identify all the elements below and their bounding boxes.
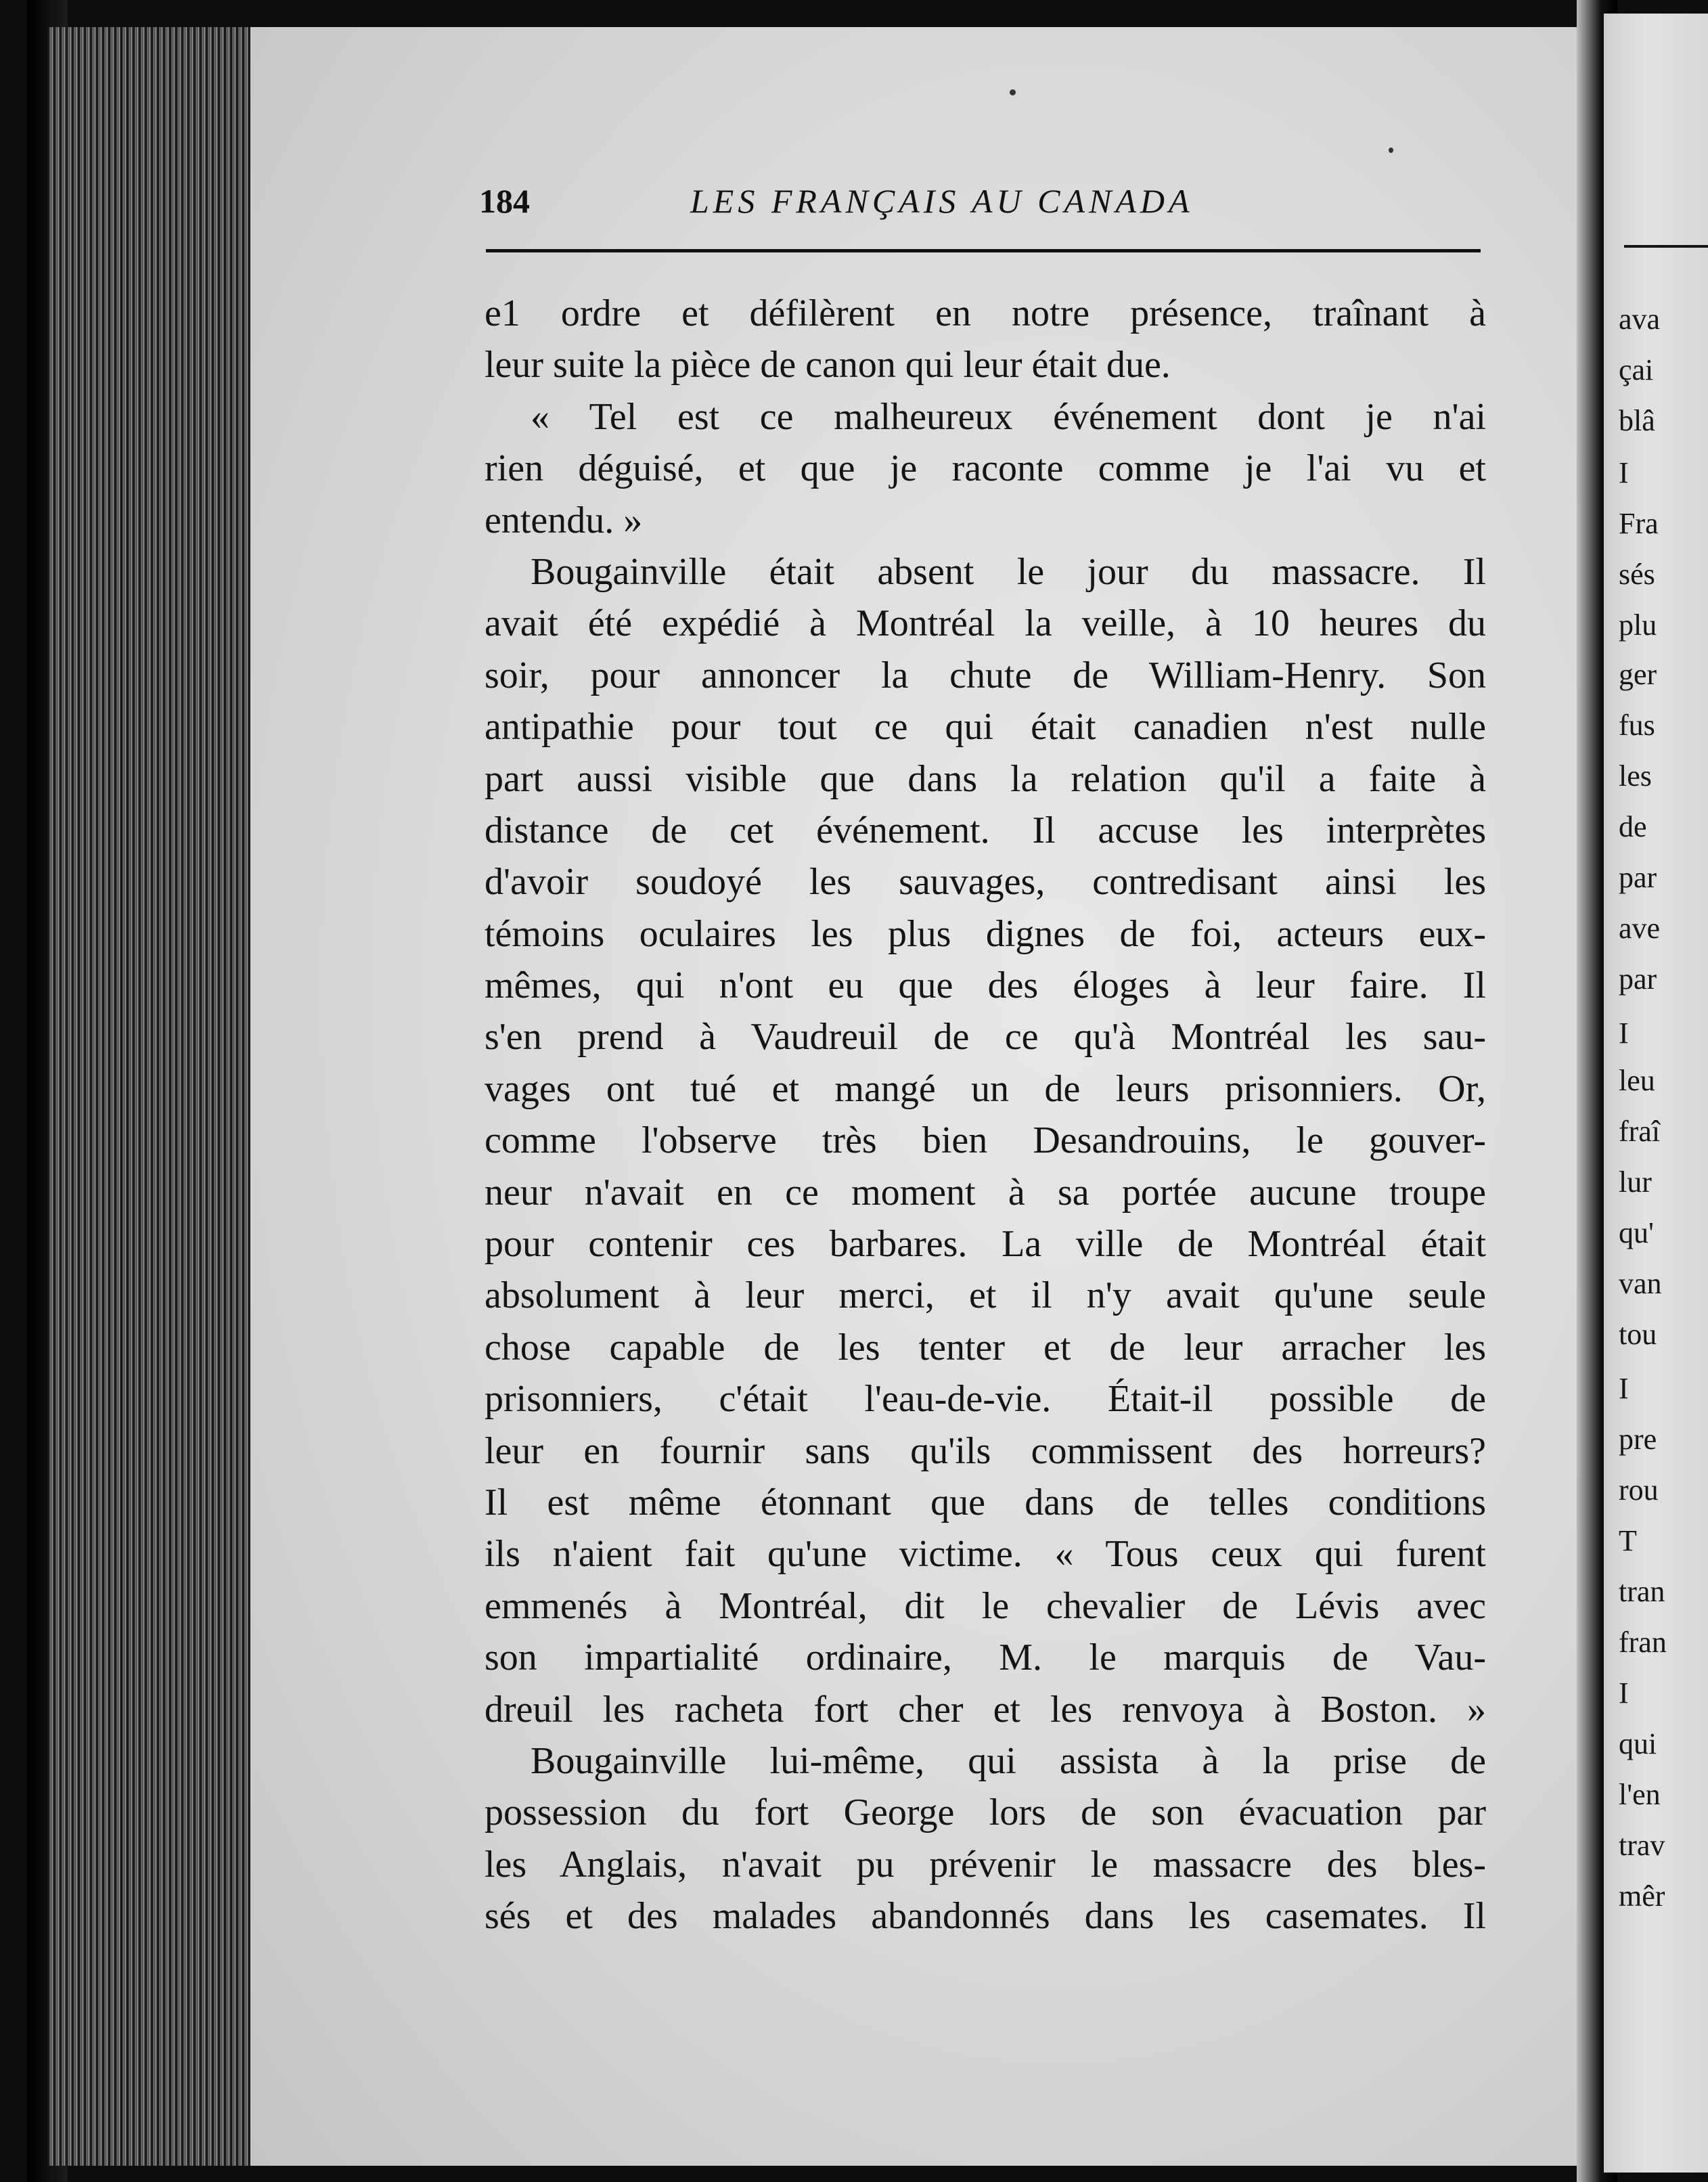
text-line-content: entendu. » [485,499,643,541]
facing-page-fragment: van [1619,1267,1662,1300]
ink-speck [1010,89,1016,95]
text-line [485,598,1486,649]
text-line-content: soir, pour annoncer la chute de William-Henry. Son [485,654,1486,696]
text-line-content: prisonniers, c'était l'eau-de-vie. Était-il possible de [485,1378,1486,1421]
text-line-content: d'avoir soudoyé les sauvages, contredisant ainsi les [485,861,1486,904]
text-line-content: part aussi visible que dans la relation qu'il a faite à [485,757,1486,800]
text-line [485,339,1486,391]
facing-page-fragment: leu [1619,1064,1655,1097]
facing-page-fragment: qu' [1619,1216,1654,1249]
facing-page-fragment: les [1619,759,1652,793]
facing-page-fragment: lur [1619,1165,1652,1199]
facing-page-fragment: sés [1619,558,1655,591]
header-rule [486,249,1481,252]
text-line-content: Bougainville était absent le jour du massacre. Il [531,550,1486,593]
facing-page-fragment: pre [1619,1423,1657,1456]
ink-speck [1389,148,1393,153]
text-line-content: pour contenir ces barbares. La ville de Montréal était [485,1223,1486,1266]
facing-page-fragment: blâ [1619,404,1655,437]
text-line-content: chose capable de les tenter et de leur arracher les [485,1326,1486,1368]
facing-page-fragment: I [1619,1017,1629,1050]
running-head: LES FRANÇAIS AU CANADA [690,182,1194,220]
text-line [485,701,1486,753]
text-line-content: vages ont tué et mangé un de leurs prisonniers. Or, [485,1067,1486,1110]
text-line-content: mêmes, qui n'ont eu que des éloges à leur faire. Il [485,964,1486,1007]
text-line-content: rien déguisé, et que je raconte comme je l'ai vu et [485,447,1486,490]
text-line-content: distance de cet événement. Il accuse les interprètes [485,809,1486,851]
facing-page-fragment: I [1619,1372,1629,1405]
text-line-content: antipathie pour tout ce qui était canadien n'est nulle [485,706,1486,749]
facing-page-fragment: T [1619,1524,1637,1557]
text-line [485,1115,1486,1166]
text-line [485,856,1486,908]
text-line [485,1787,1486,1838]
text-line [485,805,1486,856]
text-line [485,1063,1486,1115]
text-line-content: « Tel est ce malheureux événement dont je n'ai [531,395,1486,438]
text-line-content: sés et des malades abandonnés dans les casemates. Il [485,1895,1486,1938]
text-line [485,1528,1486,1580]
text-line [485,1218,1486,1270]
text-line [485,753,1486,805]
text-line-content: Il est même étonnant que dans de telles conditions [485,1481,1486,1523]
facing-page-fragment: mêr [1619,1879,1665,1913]
facing-page-fragment: de [1619,810,1647,843]
text-line [485,1167,1486,1218]
text-line-content: avait été expédié à Montréal la veille, à 10 heures du [485,602,1486,645]
facing-page-fragment: Fra [1619,507,1659,540]
text-line [485,1477,1486,1528]
facing-page-fragment: tran [1619,1575,1665,1608]
text-line-content: comme l'observe très bien Desandrouins, le gouver- [485,1119,1486,1162]
text-line [485,391,1486,443]
text-line [485,1011,1486,1063]
text-line-content: e1 ordre et défilèrent en notre présence, traînant à [485,292,1486,334]
text-line-content: neur n'avait en ce moment à sa portée aucune troupe [485,1171,1486,1214]
text-line [485,1632,1486,1683]
text-line-content: ils n'aient fait qu'une victime. « Tous ceux qui furent [485,1533,1486,1576]
facing-page-fragment: I [1619,1676,1629,1710]
text-line [485,650,1486,701]
facing-page-fragment: qui [1619,1727,1657,1760]
text-line [485,1270,1486,1321]
facing-page-fragment: ava [1619,303,1661,336]
text-line-content: possession du fort George lors de son évacuation par [485,1791,1486,1834]
facing-page-fragment: fran [1619,1626,1667,1659]
text-line [485,1684,1486,1735]
facing-page-fragment: par [1619,962,1657,996]
facing-page-fragment: l'en [1619,1778,1661,1811]
page-number: 184 [479,182,530,220]
facing-page-fragment: par [1619,861,1657,894]
facing-page-fragment: rou [1619,1473,1659,1507]
text-line-content: les Anglais, n'avait pu prévenir le massacre des bles- [485,1843,1486,1886]
text-line-content: dreuil les racheta fort cher et les renvoya à Boston. » [485,1688,1486,1731]
text-line-content: absolument à leur merci, et il n'y avait qu'une seule [485,1274,1486,1317]
text-line-content: Bougainville lui-même, qui assista à la prise de [531,1739,1486,1782]
text-line [485,443,1486,494]
text-line [485,1373,1486,1425]
facing-page-fragment: fus [1619,709,1655,742]
text-line [485,1425,1486,1477]
facing-page-rule [1624,245,1708,248]
facing-page-fragment: I [1619,456,1629,489]
text-line [485,1580,1486,1632]
facing-page-fragment: çai [1619,353,1654,386]
text-line [485,1890,1486,1942]
text-line [485,288,1486,339]
text-line [485,908,1486,960]
facing-page-fragment: trav [1619,1829,1665,1862]
facing-page-fragment: tou [1619,1318,1657,1351]
text-line [485,1735,1486,1787]
facing-page-fragment: fraî [1619,1115,1661,1148]
facing-page-fragment: ave [1619,912,1661,945]
text-line-content: témoins oculaires les plus dignes de foi, acteurs eux- [485,912,1486,955]
text-line-content: son impartialité ordinaire, M. le marquis de Vau- [485,1636,1486,1679]
facing-page-fragment: ger [1619,658,1657,691]
text-line [485,546,1486,598]
text-line [485,1839,1486,1890]
body-text [485,288,1486,1942]
text-line-content: s'en prend à Vaudreuil de ce qu'à Montréal les sau- [485,1016,1486,1059]
text-line-content: leur en fournir sans qu'ils commissent des horreurs? [485,1429,1486,1472]
facing-page-fragment: plu [1619,608,1657,642]
text-line [485,960,1486,1011]
text-line [485,495,1486,546]
text-line-content: emmenés à Montréal, dit le chevalier de Lévis avec [485,1584,1486,1627]
text-line [485,1322,1486,1373]
text-line-content: leur suite la pièce de canon qui leur était due. [485,344,1171,386]
